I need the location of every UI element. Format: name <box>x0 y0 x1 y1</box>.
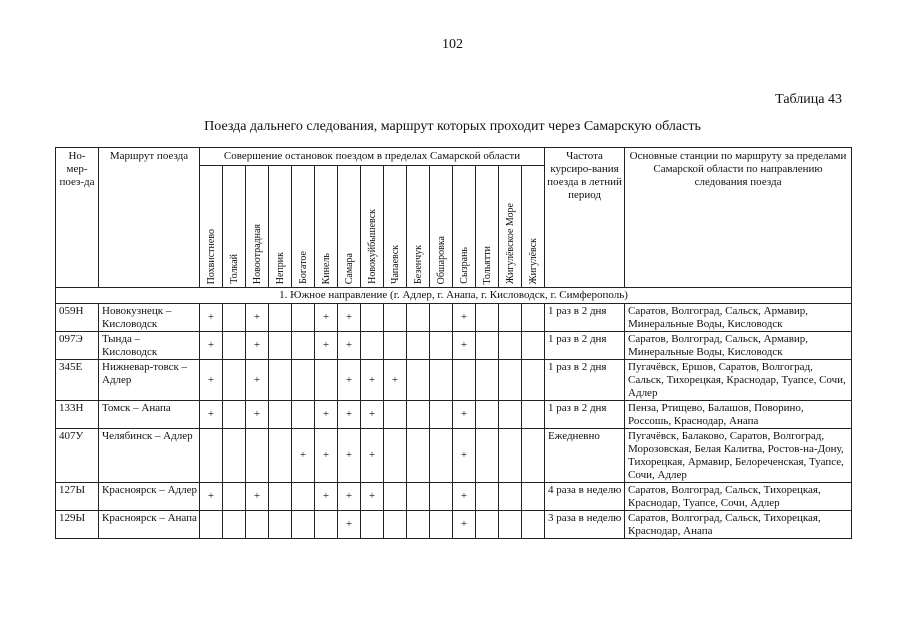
train-route: Нижневар-товск – Адлер <box>99 360 200 401</box>
stop-mark-cell: + <box>200 401 223 429</box>
stop-mark-cell <box>499 332 522 360</box>
stop-mark-cell <box>246 429 269 483</box>
train-route: Красноярск – Анапа <box>99 511 200 539</box>
stop-mark-cell <box>269 401 292 429</box>
train-frequency: 1 раз в 2 дня <box>545 304 625 332</box>
header-stop-station <box>292 166 315 288</box>
header-stop-station <box>476 166 499 288</box>
stop-mark-cell <box>407 483 430 511</box>
header-stop-station-label: Самара <box>343 252 355 284</box>
header-stop-station-label: Чапаевск <box>389 245 401 284</box>
stop-mark-cell <box>499 304 522 332</box>
main-stations: Саратов, Волгоград, Сальск, Тихорецкая, Краснодар, Туапсе, Сочи, Адлер <box>625 483 852 511</box>
stop-mark-cell <box>499 511 522 539</box>
stop-mark-cell: + <box>315 429 338 483</box>
train-route: Челябинск – Адлер <box>99 429 200 483</box>
main-stations: Пугачёвск, Балаково, Саратов, Волгоград, Морозовская, Белая Калитва, Ростов-на-Дону, Тихорецкая, Армавир, Белореченская, Туапсе, Сочи, Адлер <box>625 429 852 483</box>
stop-mark-cell <box>361 511 384 539</box>
stop-mark-cell <box>522 332 545 360</box>
section-title: 1. Южное направление (г. Адлер, г. Анапа, г. Кисловодск, г. Симферополь) <box>56 288 852 304</box>
trains-table <box>55 147 852 539</box>
header-stop-station-label: Безенчук <box>412 245 424 284</box>
stop-mark-cell <box>269 304 292 332</box>
stop-mark-cell: + <box>246 401 269 429</box>
stop-mark-cell: + <box>361 401 384 429</box>
stop-mark-cell <box>269 429 292 483</box>
stop-mark-cell: + <box>453 483 476 511</box>
stop-mark-cell: + <box>292 429 315 483</box>
header-stop-station <box>499 166 522 288</box>
stop-mark-cell: + <box>315 483 338 511</box>
stop-mark-cell: + <box>453 401 476 429</box>
header-main-stations: Основные станции по маршруту за пределами Самарской области по направлению следования поезда <box>625 148 852 288</box>
stop-mark-cell <box>430 511 453 539</box>
stop-mark-cell: + <box>338 332 361 360</box>
stop-mark-cell: + <box>338 401 361 429</box>
stop-mark-cell <box>246 511 269 539</box>
header-stop-station <box>315 166 338 288</box>
stop-mark-cell: + <box>338 511 361 539</box>
stop-mark-cell <box>407 332 430 360</box>
stop-mark-cell <box>269 360 292 401</box>
stop-mark-cell <box>430 304 453 332</box>
stop-mark-cell: + <box>453 304 476 332</box>
header-stop-station-label: Сызрань <box>458 247 470 284</box>
header-route: Маршрут поезда <box>99 148 200 288</box>
stop-mark-cell <box>476 360 499 401</box>
stop-mark-cell <box>407 401 430 429</box>
stop-mark-cell <box>499 483 522 511</box>
stop-mark-cell <box>407 360 430 401</box>
train-number: 129Ы <box>56 511 99 539</box>
table-row <box>56 304 852 332</box>
header-stop-station <box>522 166 545 288</box>
main-stations: Саратов, Волгоград, Сальск, Армавир, Минеральные Воды, Кисловодск <box>625 332 852 360</box>
stop-mark-cell <box>384 511 407 539</box>
stop-mark-cell <box>223 429 246 483</box>
stop-mark-cell <box>223 401 246 429</box>
stop-mark-cell <box>384 483 407 511</box>
table-title: Поезда дальнего следования, маршрут которых проходит через Самарскую область <box>204 119 701 134</box>
header-train-number: Но-мер-поез-да <box>56 148 99 288</box>
stop-mark-cell <box>430 483 453 511</box>
header-stop-station <box>269 166 292 288</box>
stop-mark-cell: + <box>361 360 384 401</box>
header-stop-station <box>338 166 361 288</box>
stop-mark-cell <box>361 332 384 360</box>
train-number: 345Е <box>56 360 99 401</box>
stop-mark-cell <box>430 429 453 483</box>
header-stop-station-label: Толкай <box>228 254 240 284</box>
stop-mark-cell <box>522 360 545 401</box>
header-stop-station <box>384 166 407 288</box>
stop-mark-cell <box>292 511 315 539</box>
stop-mark-cell <box>292 304 315 332</box>
stop-mark-cell <box>476 401 499 429</box>
stop-mark-cell: + <box>246 360 269 401</box>
stop-mark-cell <box>292 401 315 429</box>
train-frequency: 1 раз в 2 дня <box>545 332 625 360</box>
train-route: Тында – Кисловодск <box>99 332 200 360</box>
header-stop-station-label: Тольятти <box>481 245 493 284</box>
stop-mark-cell <box>522 304 545 332</box>
stop-mark-cell <box>499 429 522 483</box>
main-stations: Пенза, Ртищево, Балашов, Поворино, Россошь, Краснодар, Анапа <box>625 401 852 429</box>
stop-mark-cell <box>223 304 246 332</box>
stop-mark-cell: + <box>361 483 384 511</box>
stop-mark-cell: + <box>315 304 338 332</box>
train-route: Новокузнецк – Кисловодск <box>99 304 200 332</box>
header-stop-station-label: Обшаровка <box>435 235 447 284</box>
header-stop-station-label: Кинель <box>320 252 332 284</box>
header-stop-station <box>246 166 269 288</box>
stop-mark-cell <box>476 483 499 511</box>
stop-mark-cell: + <box>338 360 361 401</box>
train-frequency: 1 раз в 2 дня <box>545 360 625 401</box>
header-stops: Совершение остановок поездом в пределах Самарской области <box>200 148 545 166</box>
stop-mark-cell <box>499 360 522 401</box>
train-frequency: 3 раза в неделю <box>545 511 625 539</box>
main-stations: Саратов, Волгоград, Сальск, Тихорецкая, Краснодар, Анапа <box>625 511 852 539</box>
stop-mark-cell <box>269 332 292 360</box>
main-stations: Пугачёвск, Ершов, Саратов, Волгоград, Сальск, Тихорецкая, Краснодар, Туапсе, Сочи, Адлер <box>625 360 852 401</box>
stop-mark-cell: + <box>200 332 223 360</box>
stop-mark-cell <box>223 483 246 511</box>
header-stop-station <box>430 166 453 288</box>
table-row <box>56 511 852 539</box>
train-frequency: 4 раза в неделю <box>545 483 625 511</box>
stop-mark-cell <box>476 429 499 483</box>
train-number: 133Н <box>56 401 99 429</box>
stop-mark-cell <box>430 332 453 360</box>
stop-mark-cell: + <box>200 483 223 511</box>
table-row <box>56 483 852 511</box>
stop-mark-cell <box>384 304 407 332</box>
main-stations: Саратов, Волгоград, Сальск, Армавир, Минеральные Воды, Кисловодск <box>625 304 852 332</box>
stop-mark-cell <box>522 511 545 539</box>
train-frequency: Ежедневно <box>545 429 625 483</box>
header-frequency: Частота курсиро-вания поезда в летний период <box>545 148 625 288</box>
stop-mark-cell <box>522 483 545 511</box>
stop-mark-cell: + <box>361 429 384 483</box>
stop-mark-cell <box>407 304 430 332</box>
header-stop-station-label: Жигулёвск <box>527 237 539 284</box>
table-row <box>56 429 852 483</box>
stop-mark-cell <box>384 332 407 360</box>
stop-mark-cell: + <box>338 429 361 483</box>
stop-mark-cell <box>223 332 246 360</box>
stop-mark-cell: + <box>453 511 476 539</box>
section-row <box>56 288 852 304</box>
stop-mark-cell: + <box>453 332 476 360</box>
table-row <box>56 332 852 360</box>
train-number: 127Ы <box>56 483 99 511</box>
stop-mark-cell <box>292 360 315 401</box>
stop-mark-cell <box>200 511 223 539</box>
stop-mark-cell <box>499 401 522 429</box>
stop-mark-cell <box>269 483 292 511</box>
stop-mark-cell <box>361 304 384 332</box>
stop-mark-cell <box>223 360 246 401</box>
stop-mark-cell <box>269 511 292 539</box>
header-stop-station-label: Новокуйбышевск <box>366 209 378 284</box>
stop-mark-cell <box>476 332 499 360</box>
stop-mark-cell <box>476 511 499 539</box>
stop-mark-cell: + <box>200 304 223 332</box>
stop-mark-cell <box>430 401 453 429</box>
stop-mark-cell: + <box>200 360 223 401</box>
stop-mark-cell <box>384 401 407 429</box>
stop-mark-cell: + <box>246 483 269 511</box>
header-stop-station <box>361 166 384 288</box>
stop-mark-cell <box>223 511 246 539</box>
stop-mark-cell <box>453 360 476 401</box>
stop-mark-cell <box>430 360 453 401</box>
stop-mark-cell: + <box>315 332 338 360</box>
stop-mark-cell: + <box>246 304 269 332</box>
stop-mark-cell: + <box>246 332 269 360</box>
stop-mark-cell <box>315 511 338 539</box>
page-number: 102 <box>442 37 463 52</box>
stop-mark-cell: + <box>315 401 338 429</box>
stop-mark-cell <box>315 360 338 401</box>
stop-mark-cell <box>522 429 545 483</box>
header-stop-station-label: Похвистнево <box>205 228 217 284</box>
train-number: 407У <box>56 429 99 483</box>
header-stop-station <box>200 166 223 288</box>
train-route: Красноярск – Адлер <box>99 483 200 511</box>
stop-mark-cell <box>476 304 499 332</box>
train-number: 097Э <box>56 332 99 360</box>
header-stop-station-label: Жигулёвское Море <box>504 203 516 284</box>
stop-mark-cell <box>407 511 430 539</box>
stop-mark-cell: + <box>384 360 407 401</box>
stop-mark-cell <box>292 332 315 360</box>
table-row <box>56 360 852 401</box>
header-stop-station <box>407 166 430 288</box>
stop-mark-cell <box>522 401 545 429</box>
header-stop-station <box>223 166 246 288</box>
table-label: Таблица 43 <box>775 92 842 107</box>
stop-mark-cell <box>200 429 223 483</box>
stop-mark-cell: + <box>338 483 361 511</box>
stop-mark-cell <box>292 483 315 511</box>
train-route: Томск – Анапа <box>99 401 200 429</box>
train-number: 059Н <box>56 304 99 332</box>
stop-mark-cell: + <box>338 304 361 332</box>
table-row <box>56 401 852 429</box>
header-stop-station-label: Богатое <box>297 251 309 284</box>
stop-mark-cell <box>407 429 430 483</box>
train-frequency: 1 раз в 2 дня <box>545 401 625 429</box>
stop-mark-cell: + <box>453 429 476 483</box>
header-stop-station <box>453 166 476 288</box>
header-stop-station-label: Новоотрадная <box>251 223 263 284</box>
header-stop-station-label: Неприк <box>274 251 286 284</box>
stop-mark-cell <box>384 429 407 483</box>
